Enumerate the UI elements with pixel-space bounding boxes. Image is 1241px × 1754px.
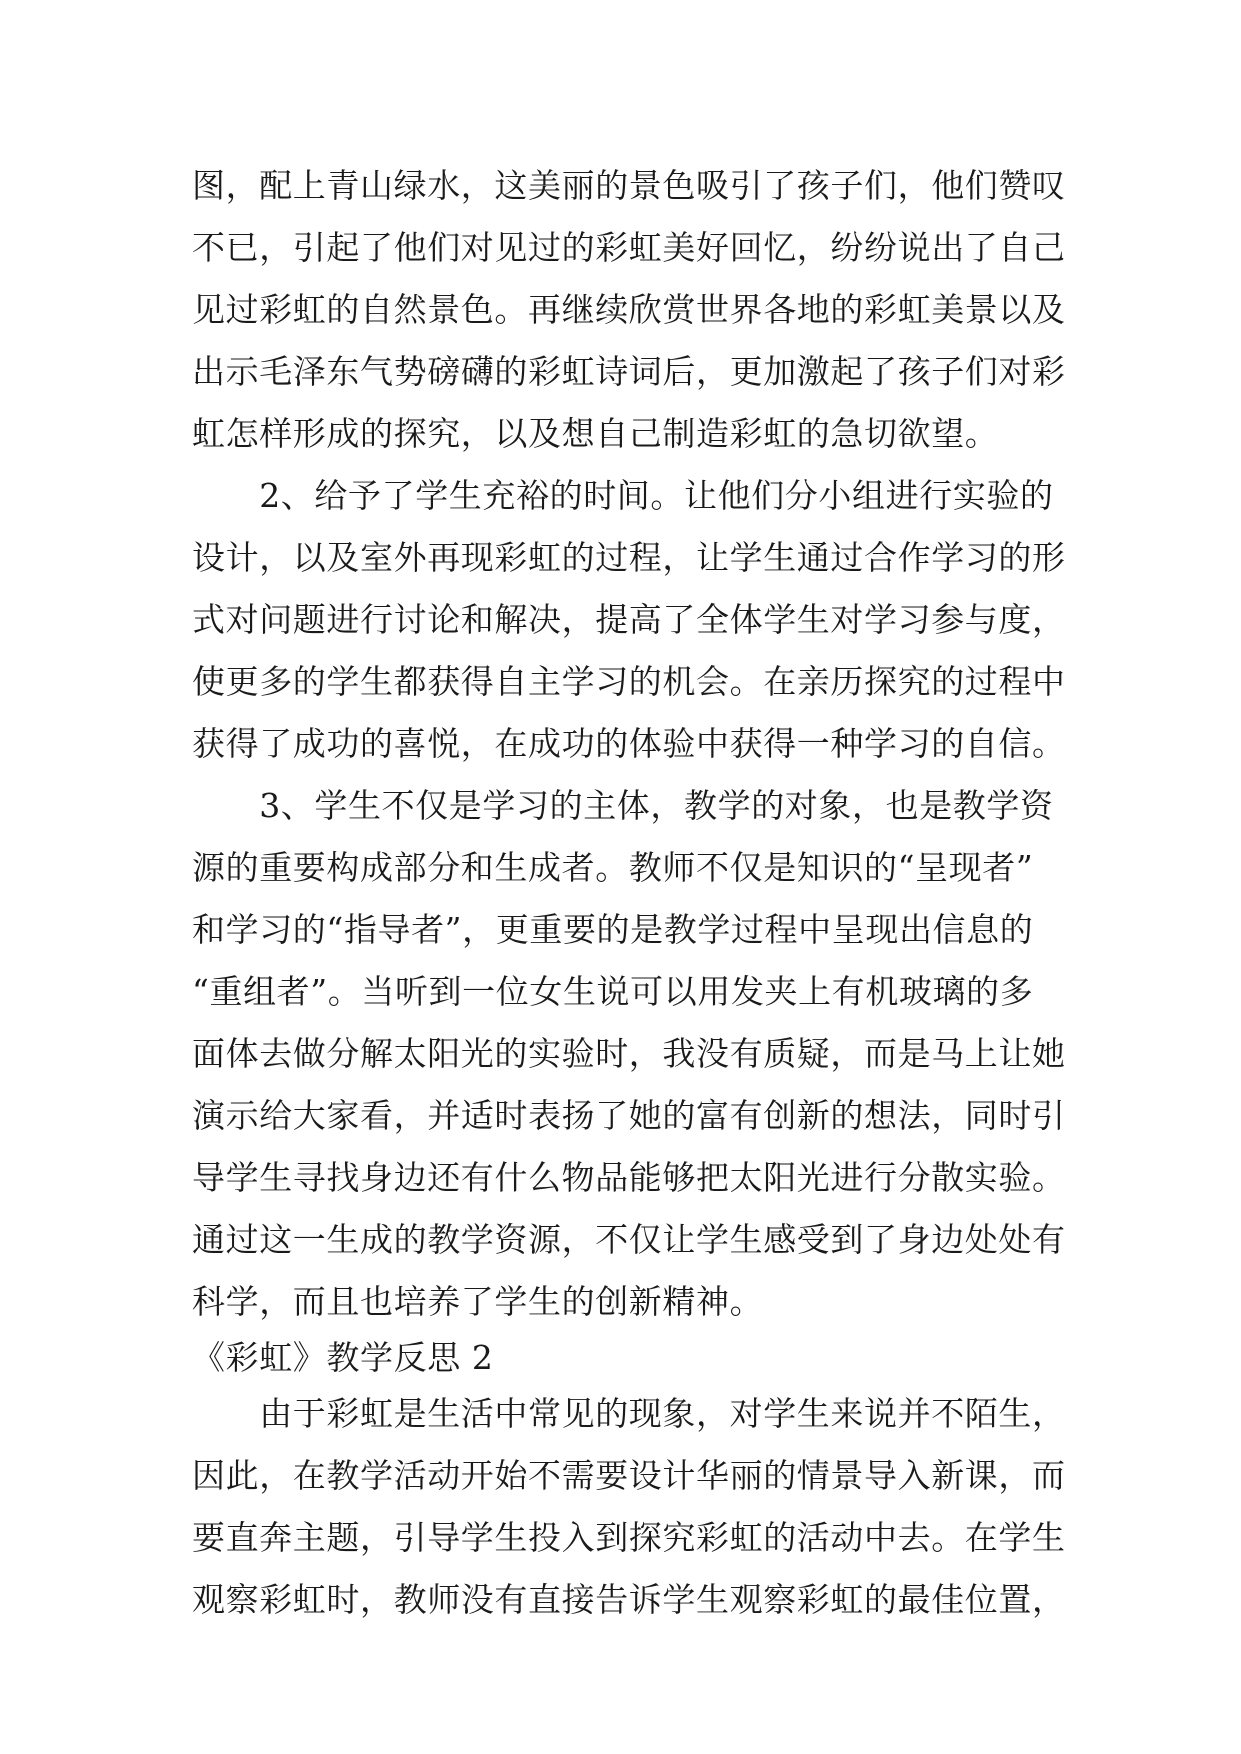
body-line: 导学生寻找身边还有什么物品能够把太阳光进行分散实验。 [192, 1158, 1066, 1197]
body-line: 源的重要构成部分和生成者。教师不仅是知识的“呈现者” [192, 848, 1034, 887]
body-line: 通过这一生成的教学资源，不仅让学生感受到了身边处处有 [192, 1220, 1066, 1259]
body-line: 观察彩虹时，教师没有直接告诉学生观察彩虹的最佳位置， [192, 1580, 1066, 1619]
body-line: 2、给予了学生充裕的时间。让他们分小组进行实验的 [192, 476, 1054, 515]
body-line: 科学，而且也培养了学生的创新精神。 [192, 1282, 764, 1321]
body-line: 演示给大家看，并适时表扬了她的富有创新的想法，同时引 [192, 1096, 1066, 1135]
body-line: 由于彩虹是生活中常见的现象，对学生来说并不陌生， [192, 1394, 1066, 1433]
body-line: 因此，在教学活动开始不需要设计华丽的情景导入新课，而 [192, 1456, 1066, 1495]
section-heading: 《彩虹》教学反思 2 [192, 1338, 494, 1377]
body-line: 虹怎样形成的探究，以及想自己制造彩虹的急切欲望。 [192, 414, 999, 453]
body-line: 要直奔主题，引导学生投入到探究彩虹的活动中去。在学生 [192, 1518, 1066, 1557]
body-line: 获得了成功的喜悦，在成功的体验中获得一种学习的自信。 [192, 724, 1066, 763]
body-line: 出示毛泽东气势磅礴的彩虹诗词后，更加激起了孩子们对彩 [192, 352, 1066, 391]
body-line: 使更多的学生都获得自主学习的机会。在亲历探究的过程中 [192, 662, 1066, 701]
body-line: 见过彩虹的自然景色。再继续欣赏世界各地的彩虹美景以及 [192, 290, 1066, 329]
body-line: 设计，以及室外再现彩虹的过程，让学生通过合作学习的形 [192, 538, 1066, 577]
body-line: 式对问题进行讨论和解决，提高了全体学生对学习参与度， [192, 600, 1066, 639]
body-line: 不已，引起了他们对见过的彩虹美好回忆，纷纷说出了自己 [192, 228, 1066, 267]
body-line: 和学习的“指导者”，更重要的是教学过程中呈现出信息的 [192, 910, 1034, 949]
body-line: 图，配上青山绿水，这美丽的景色吸引了孩子们，他们赞叹 [192, 166, 1066, 205]
body-line: 3、学生不仅是学习的主体，教学的对象，也是教学资 [192, 786, 1054, 825]
body-line: 面体去做分解太阳光的实验时，我没有质疑，而是马上让她 [192, 1034, 1066, 1073]
body-line: “重组者”。当听到一位女生说可以用发夹上有机玻璃的多 [192, 972, 1034, 1011]
